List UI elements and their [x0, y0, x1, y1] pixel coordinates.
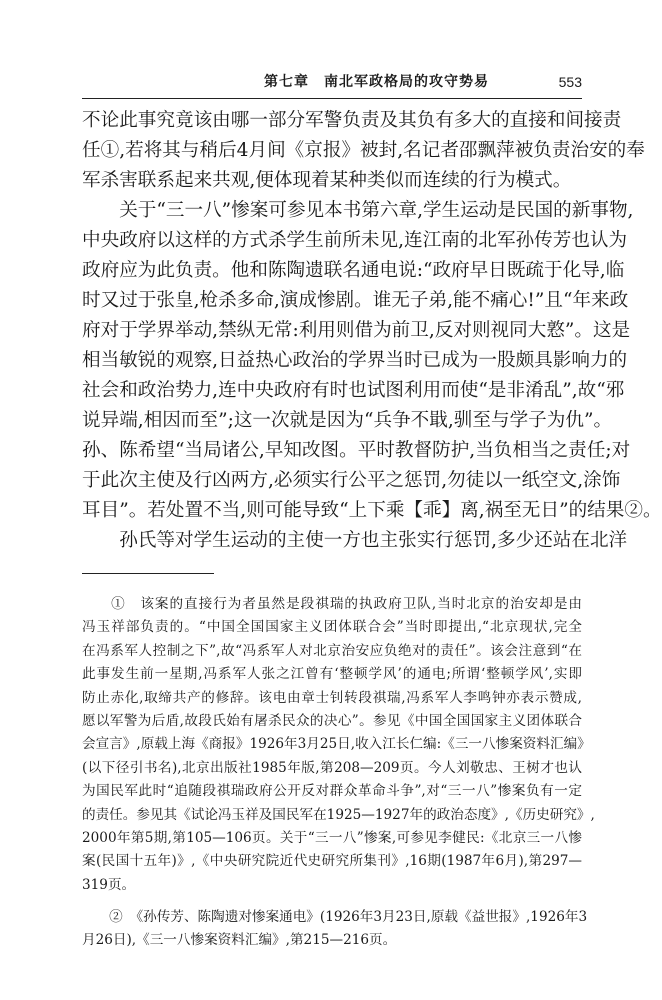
- page-number: 553: [558, 74, 582, 90]
- footnote-line: 愿以军警为后盾,故段氏始有屠杀民众的决心”。参见《中国全国国家主义团体联合: [82, 712, 582, 729]
- body-text: [82, 106, 662, 556]
- footnote-2: [82, 906, 588, 953]
- body-line: 政府应为此负责。他和陈陶遗联名通电说:“政府早日既疏于化导,临: [82, 260, 625, 281]
- footnote-line: 为国民军此时“追随段祺瑞政府公开反对群众革命斗争”,对“三一八”惨案负有一定: [82, 783, 582, 800]
- body-line: 关于“三一八”惨案可参见本书第六章,学生运动是民国的新事物,: [82, 200, 634, 221]
- footnote-line: 此事发生前一星期,冯系军人张之江曾有‘整顿学风’的通电;所谓‘整顿学风’,实即: [82, 666, 582, 683]
- body-line: 相当敏锐的观察,日益热心政治的学界当时已成为一股颇具影响力的: [82, 350, 628, 371]
- footnote-line: 冯玉祥部负责的。“中国全国国家主义团体联合会”当时即提出,“北京现状,完全: [82, 619, 582, 636]
- running-header: [82, 72, 582, 96]
- footnote-line: ① 该案的直接行为者虽然是段祺瑞的执政府卫队,当时北京的治安却是由: [82, 596, 582, 612]
- body-line: 不论此事究竟该由哪一部分军警负责及其负有多大的直接和间接责: [82, 110, 622, 131]
- body-line: 中央政府以这样的方式杀学生前所未见,连江南的北军孙传芳也认为: [82, 230, 628, 251]
- footnote-line: 在冯系军人控制之下”,故“冯系军人对北京治安应负绝对的责任”。该会注意到“在: [82, 642, 582, 659]
- header-rule: [82, 98, 582, 99]
- footnote-line: 2000年第5期,第105—106页。关于“三一八”惨案,可参见李健民:《北京三一八惨: [82, 829, 582, 846]
- footnote-spacer: [82, 897, 582, 906]
- footnote-line: 319页。: [82, 876, 136, 893]
- body-line: 于此次主使及行凶两方,必须实行公平之惩罚,勿徒以一纸空文,涂饰: [82, 470, 621, 491]
- footnote-line: 的责任。参见其《试论冯玉祥及国民军在1925—1927年的政治态度》,《历史研究》,: [82, 806, 595, 823]
- footnote-line: 月26日),《三一八惨案资料汇编》,第215—216页。: [82, 932, 397, 949]
- footnote-line: (以下径引书名),北京出版社1985年版,第208—209页。今人刘敬忠、王树才也认: [82, 759, 582, 776]
- footnote-1: [82, 593, 595, 897]
- footnote-line: 防止赤化,取缔共产的修辞。该电由章士钊转段祺瑞,冯系军人李鸣钟亦表示赞成,: [82, 689, 582, 706]
- body-line: 孙氏等对学生运动的主使一方也主张实行惩罚,多少还站在北洋: [82, 530, 628, 551]
- body-line: 孙、陈希望“当局诸公,早知改图。平时教督防护,当负相当之责任;对: [82, 440, 631, 461]
- body-line: 社会和政治势力,连中央政府有时也试图利用而使“是非淆乱”,故“邪: [82, 380, 625, 401]
- footnote-line: 案(民国十五年)》,《中央研究院近代史研究所集刊》,16期(1987年6月),第297—: [82, 853, 582, 870]
- body-line: 说异端,相因而至”;这一次就是因为“兵争不戢,驯至与学子为仇”。: [82, 410, 613, 431]
- body-line: 府对于学界举动,禁纵无常:利用则借为前卫,反对则视同大憝”。这是: [82, 320, 631, 341]
- footnote-line: 会宣言》,原载上海《商报》1926年3月25日,收入江长仁编:《三一八惨案资料汇编》: [82, 736, 591, 753]
- body-line: 任①,若将其与稍后4月间《京报》被封,名记者邵飘萍被负责治安的奉: [82, 140, 645, 161]
- body-line: 军杀害联系起来共观,便体现着某种类似而连续的行为模式。: [82, 170, 572, 191]
- footnote-rule: [82, 573, 214, 574]
- body-line: 时又过于张皇,枪杀多命,演成惨剧。谁无子弟,能不痛心!”且“年来政: [82, 290, 629, 311]
- footnote-line: ② 《孙传芳、陈陶遗对惨案通电》(1926年3月23日,原载《益世报》,1926年3: [82, 909, 588, 926]
- body-line: 耳目”。若处置不当,则可能导致“上下乘【乖】离,祸至无日”的结果②。: [82, 500, 662, 521]
- chapter-title: 第七章 南北军政格局的攻守势易: [264, 74, 489, 90]
- footnotes: [82, 593, 595, 953]
